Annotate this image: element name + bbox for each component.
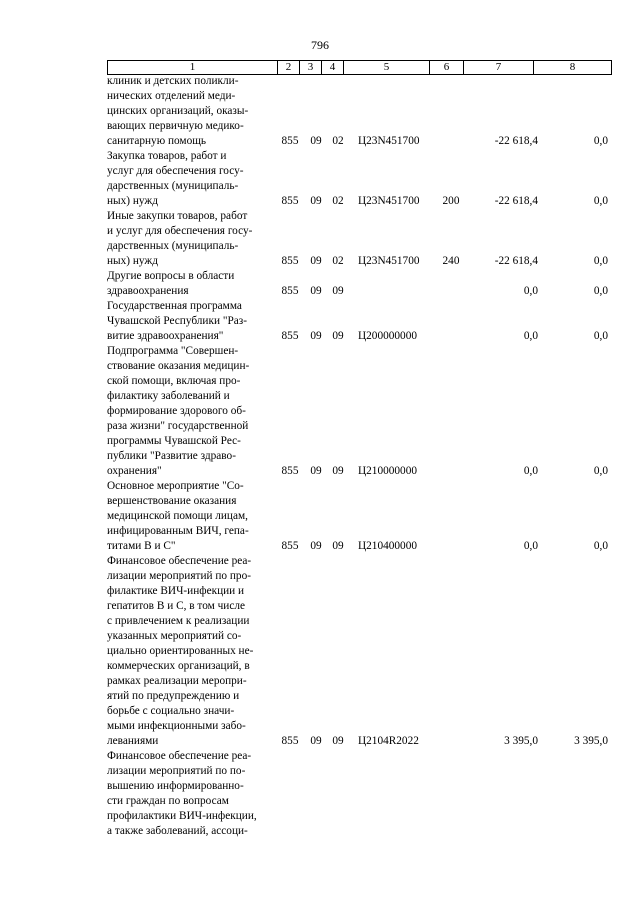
header-col-5: 5 bbox=[344, 61, 430, 75]
description-line: филактику заболеваний и bbox=[107, 390, 230, 402]
row-description bbox=[107, 479, 275, 554]
header-col-7: 7 bbox=[464, 61, 534, 75]
cell-c3: 09 bbox=[310, 285, 322, 297]
description-line: охранения" bbox=[107, 465, 162, 477]
description-line: вающих первичную медико- bbox=[107, 120, 244, 132]
cell-c8: 0,0 bbox=[593, 135, 608, 147]
cell-c5: Ц210400000 bbox=[358, 540, 417, 552]
description-line: Подпрограмма "Совершен- bbox=[107, 345, 239, 357]
description-line: лизации мероприятий по по- bbox=[107, 765, 246, 777]
description-line: борьбе с социально значи- bbox=[107, 705, 235, 717]
page-number: 796 bbox=[311, 38, 329, 52]
description-line: с привлечением к реализации bbox=[107, 615, 250, 627]
description-line: дарственных (муниципаль- bbox=[107, 180, 239, 192]
cell-c2: 855 bbox=[281, 135, 299, 147]
description-line: Другие вопросы в области bbox=[107, 270, 235, 282]
cell-c5: Ц23N451700 bbox=[358, 135, 420, 147]
description-line: филактике ВИЧ-инфекции и bbox=[107, 585, 245, 597]
header-col-1: 1 bbox=[108, 61, 278, 75]
cell-c3: 09 bbox=[310, 135, 322, 147]
description-line: гепатитов В и С, в том числе bbox=[107, 600, 246, 612]
description-line: Иные закупки товаров, работ bbox=[107, 210, 248, 222]
cell-c6: 240 bbox=[442, 255, 460, 267]
table-row bbox=[0, 149, 640, 209]
cell-c3: 09 bbox=[310, 330, 322, 342]
description-line: Основное мероприятие "Со- bbox=[107, 480, 244, 492]
cell-c2: 855 bbox=[281, 465, 299, 477]
cell-c4: 09 bbox=[332, 735, 344, 747]
cell-c8: 0,0 bbox=[593, 285, 608, 297]
description-line: Закупка товаров, работ и bbox=[107, 150, 227, 162]
cell-c8: 0,0 bbox=[593, 330, 608, 342]
table-row bbox=[0, 749, 640, 839]
description-line: здравоохранения bbox=[107, 285, 189, 297]
table-row bbox=[0, 479, 640, 554]
description-line: указанных мероприятий со- bbox=[107, 630, 242, 642]
description-line: вершенствование оказания bbox=[107, 495, 237, 507]
cell-c7: -22 618,4 bbox=[494, 255, 538, 267]
description-line: циально ориентированных не- bbox=[107, 645, 254, 657]
description-line: Финансовое обеспечение реа- bbox=[107, 750, 252, 762]
cell-c5: Ц2104R2022 bbox=[358, 735, 419, 747]
row-description bbox=[107, 269, 275, 299]
cell-c7: -22 618,4 bbox=[494, 135, 538, 147]
cell-c3: 09 bbox=[310, 540, 322, 552]
description-line: леваниями bbox=[107, 735, 159, 747]
description-line: инфицированным ВИЧ, гепа- bbox=[107, 525, 249, 537]
description-line: медицинской помощи лицам, bbox=[107, 510, 248, 522]
description-line: формирование здорового об- bbox=[107, 405, 246, 417]
description-line: санитарную помощь bbox=[107, 135, 207, 147]
cell-c3: 09 bbox=[310, 465, 322, 477]
cell-c7: 0,0 bbox=[523, 465, 538, 477]
cell-c5: Ц200000000 bbox=[358, 330, 417, 342]
table-header bbox=[107, 60, 612, 75]
description-line: ской помощи, включая про- bbox=[107, 375, 241, 387]
table-row bbox=[0, 74, 640, 149]
cell-c7: 3 395,0 bbox=[504, 735, 538, 747]
cell-c2: 855 bbox=[281, 195, 299, 207]
description-line: Государственная программа bbox=[107, 300, 242, 312]
cell-c8: 0,0 bbox=[593, 465, 608, 477]
description-line: коммерческих организаций, в bbox=[107, 660, 250, 672]
cell-c2: 855 bbox=[281, 735, 299, 747]
cell-c6: 200 bbox=[442, 195, 460, 207]
cell-c8: 0,0 bbox=[593, 540, 608, 552]
table-row bbox=[0, 344, 640, 479]
description-line: дарственных (муниципаль- bbox=[107, 240, 239, 252]
description-line: вышению информированно- bbox=[107, 780, 244, 792]
table-row bbox=[0, 209, 640, 269]
cell-c7: 0,0 bbox=[523, 540, 538, 552]
description-line: лизации мероприятий по про- bbox=[107, 570, 251, 582]
cell-c3: 09 bbox=[310, 195, 322, 207]
cell-c2: 855 bbox=[281, 255, 299, 267]
header-col-2: 2 bbox=[278, 61, 300, 75]
header-col-3: 3 bbox=[300, 61, 322, 75]
description-line: услуг для обеспечения госу- bbox=[107, 165, 244, 177]
cell-c4: 02 bbox=[332, 135, 344, 147]
row-description bbox=[107, 749, 275, 839]
cell-c7: -22 618,4 bbox=[494, 195, 538, 207]
header-col-6: 6 bbox=[430, 61, 464, 75]
description-line: нических отделений меди- bbox=[107, 90, 236, 102]
cell-c3: 09 bbox=[310, 255, 322, 267]
description-line: публики "Развитие здраво- bbox=[107, 450, 236, 462]
cell-c4: 02 bbox=[332, 195, 344, 207]
row-description bbox=[107, 209, 275, 269]
table-body bbox=[0, 74, 640, 839]
description-line: рамках реализации меропри- bbox=[107, 675, 247, 687]
description-line: сти граждан по вопросам bbox=[107, 795, 229, 807]
row-description bbox=[107, 554, 275, 749]
description-line: раза жизни" государственной bbox=[107, 420, 249, 432]
cell-c4: 09 bbox=[332, 540, 344, 552]
description-line: Чувашской Республики "Раз- bbox=[107, 315, 247, 327]
cell-c4: 09 bbox=[332, 465, 344, 477]
description-line: цинских организаций, оказы- bbox=[107, 105, 249, 117]
cell-c5: Ц23N451700 bbox=[358, 195, 420, 207]
description-line: ных) нужд bbox=[107, 255, 158, 267]
description-line: титами В и С" bbox=[107, 540, 176, 552]
cell-c4: 09 bbox=[332, 330, 344, 342]
description-line: ствование оказания медицин- bbox=[107, 360, 250, 372]
table-row bbox=[0, 554, 640, 749]
cell-c2: 855 bbox=[281, 540, 299, 552]
cell-c5: Ц23N451700 bbox=[358, 255, 420, 267]
cell-c8: 0,0 bbox=[593, 195, 608, 207]
cell-c7: 0,0 bbox=[523, 285, 538, 297]
cell-c3: 09 bbox=[310, 735, 322, 747]
row-description bbox=[107, 149, 275, 209]
row-description bbox=[107, 299, 275, 344]
cell-c4: 02 bbox=[332, 255, 344, 267]
cell-c2: 855 bbox=[281, 330, 299, 342]
description-line: Финансовое обеспечение реа- bbox=[107, 555, 252, 567]
cell-c2: 855 bbox=[281, 285, 299, 297]
description-line: а также заболеваний, ассоци- bbox=[107, 825, 248, 837]
row-description bbox=[107, 74, 275, 149]
header-col-4: 4 bbox=[322, 61, 344, 75]
cell-c8: 3 395,0 bbox=[574, 735, 608, 747]
description-line: клиник и детских поликли- bbox=[107, 75, 239, 87]
row-description bbox=[107, 344, 275, 479]
header-col-8: 8 bbox=[534, 61, 612, 75]
table-row bbox=[0, 299, 640, 344]
description-line: витие здравоохранения" bbox=[107, 330, 224, 342]
cell-c8: 0,0 bbox=[593, 255, 608, 267]
description-line: ных) нужд bbox=[107, 195, 158, 207]
table-row bbox=[0, 269, 640, 299]
cell-c7: 0,0 bbox=[523, 330, 538, 342]
cell-c4: 09 bbox=[332, 285, 344, 297]
description-line: ятий по предупреждению и bbox=[107, 690, 240, 702]
cell-c5: Ц210000000 bbox=[358, 465, 417, 477]
description-line: программы Чувашской Рес- bbox=[107, 435, 241, 447]
description-line: и услуг для обеспечения госу- bbox=[107, 225, 253, 237]
description-line: профилактики ВИЧ-инфекции, bbox=[107, 810, 257, 822]
description-line: мыми инфекционными забо- bbox=[107, 720, 246, 732]
